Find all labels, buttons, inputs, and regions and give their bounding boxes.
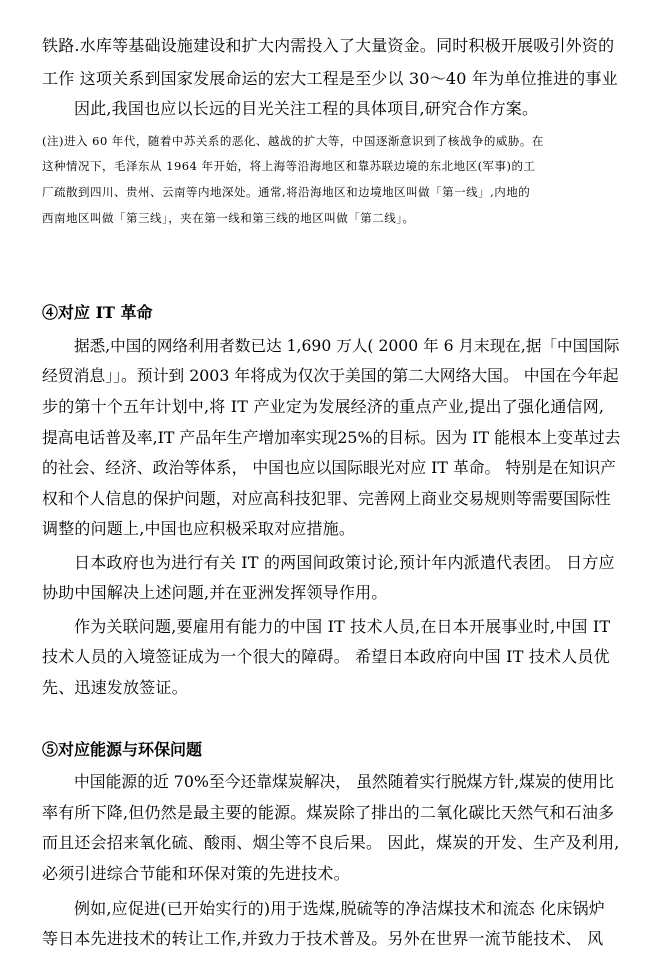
- text-line: 技术人员的入境签证成为一个很大的障碍。 希望日本政府向中国 IT 技术人员优: [42, 647, 610, 666]
- text-line: 例如,应促进(已开始实行的)用于选煤,脱硫等的净洁煤技术和流态 化床锅炉: [74, 899, 605, 918]
- text-line: 工作 这项关系到国家发展命运的宏大工程是至少以 30～40 年为单位推进的事业: [42, 69, 618, 88]
- note-line: 西南地区叫做「第三线」，夹在第一线和第三线的地区叫做「第二线」。: [42, 211, 415, 225]
- text-line: 步的第十个五年计划中,将 IT 产业定为发展经济的重点产业,提出了强化通信网,: [42, 397, 605, 416]
- text-line: 提高电话普及率,IT 产品年生产增加率实现25%的目标。因为 IT 能根本上变革过去: [42, 428, 621, 447]
- note-line: 厂疏散到四川、贵州、云南等内地深处。通常,将沿海地区和边境地区叫做「第一线」,内地的: [42, 185, 531, 199]
- text-line: 因此,我国也应以长远的目光关注工程的具体项目,研究合作方案。: [74, 99, 539, 118]
- text-line: 率有所下降,但仍然是最主要的能源。煤炭除了排出的二氧化碳比天然气和石油多: [42, 803, 615, 822]
- text-line: 铁路.水库等基础设施建设和扩大内需投入了大量资金。同时积极开展吸引外资的: [42, 36, 615, 55]
- note-line: (注)进入 60 年代，随着中苏关系的恶化、越战的扩大等，中国逐渐意识到了核战争的威胁。在: [42, 134, 544, 148]
- text-line: 协助中国解决上述问题,并在亚洲发挥领导作用。: [42, 583, 388, 602]
- text-line: 日本政府也为进行有关 IT 的两国间政策讨论,预计年内派遣代表团。 日方应: [74, 553, 615, 572]
- text-line: 而且还会招来氧化硫、酸雨、烟尘等不良后果。 因此，煤炭的开发、生产及利用,: [42, 833, 620, 852]
- text-line: 作为关联问题,要雇用有能力的中国 IT 技术人员,在日本开展事业时,中国 IT: [74, 617, 611, 636]
- text-line: 调整的问题上,中国也应积极采取对应措施。: [42, 519, 356, 538]
- text-line: 中国能源的近 70%至今还靠煤炭解决， 虽然随着实行脱煤方针,煤炭的使用比: [74, 772, 614, 791]
- text-line: 经贸消息」」。预计到 2003 年将成为仅次于美国的第二大网络大国。 中国在今年起: [42, 366, 619, 385]
- text-line: 等日本先进技术的转让工作,并致力于技术普及。另外在世界一流节能技术、 风: [42, 929, 604, 948]
- text-line: 必须引进综合节能和环保对策的先进技术。: [42, 864, 350, 883]
- section-heading: ⑤对应能源与环保问题: [42, 740, 203, 759]
- text-line: 权和个人信息的保护问题，对应高科技犯罪、完善网上商业交易规则等需要国际性: [42, 489, 611, 508]
- text-line: 先、迅速发放签证。: [42, 678, 188, 697]
- text-line: 据悉,中国的网络利用者数已达 1,690 万人( 2000 年 6 月末现在,据「中国国际: [74, 337, 620, 355]
- text-line: 的社会、经济、政治等体系， 中国也应以国际眼光对应 IT 革命。 特别是在知识产: [42, 458, 616, 477]
- section-heading: ④对应 IT 革命: [42, 303, 153, 322]
- note-line: 这种情况下，毛泽东从 1964 年开始，将上海等沿海地区和靠苏联边境的东北地区(军事)的工: [42, 159, 536, 173]
